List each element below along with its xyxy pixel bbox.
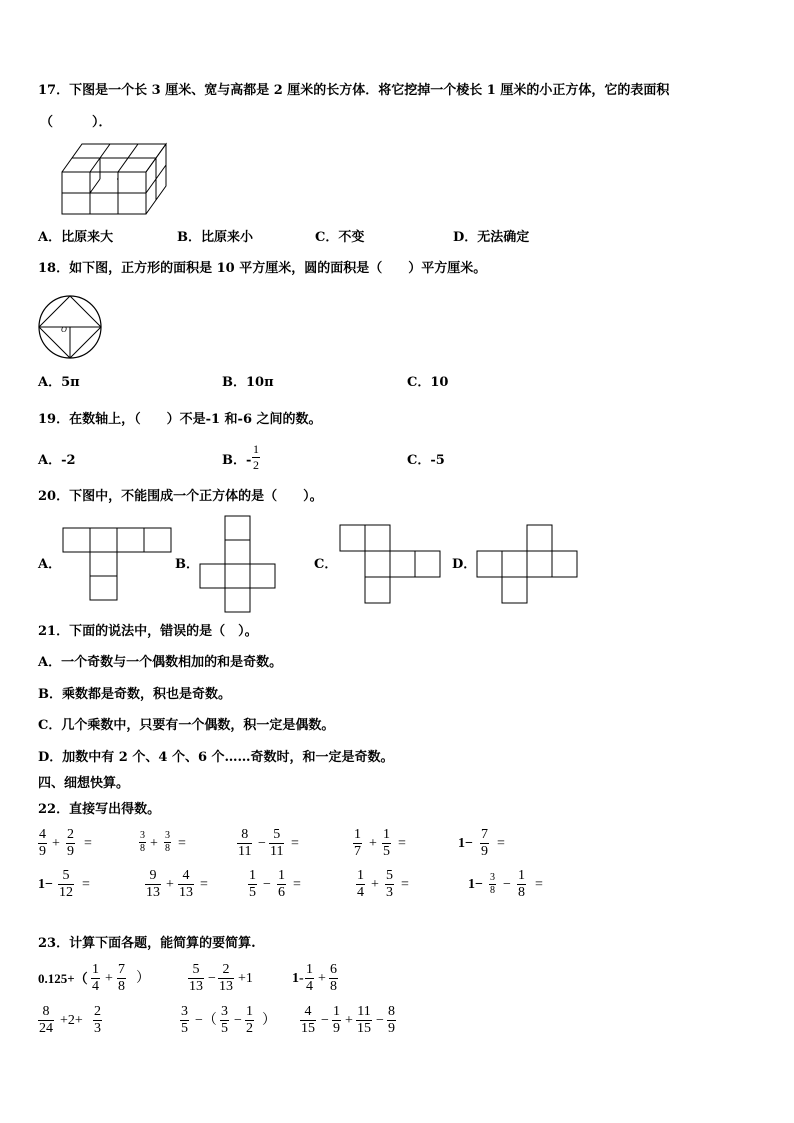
num: 5	[58, 868, 74, 885]
num: 8	[237, 827, 252, 844]
fraction	[356, 1004, 372, 1037]
num: 8	[388, 1004, 395, 1019]
cube-net-a	[62, 527, 172, 603]
fraction	[139, 830, 146, 855]
num: 3	[490, 872, 495, 883]
fraction	[180, 1004, 189, 1037]
q21-option-b[interactable]: B．乘数都是奇数，积也是奇数。	[38, 687, 231, 702]
den: 13	[219, 979, 233, 994]
num: 1	[518, 868, 525, 883]
paren: ）	[136, 971, 150, 986]
operator: +2+	[60, 1013, 83, 1028]
minuend: 1−	[38, 877, 53, 892]
den: 11	[238, 844, 252, 859]
fraction	[66, 827, 75, 860]
den: 8	[118, 979, 125, 994]
num: 6	[330, 962, 337, 977]
operator: −（	[195, 1013, 217, 1028]
den: 9	[67, 844, 74, 859]
fraction	[245, 1004, 254, 1037]
operator: +	[345, 1013, 353, 1028]
fraction	[305, 962, 314, 995]
den: 2	[246, 1021, 253, 1036]
q19-text: 19．在数轴上，（ ）不是-1 和-6 之间的数。	[38, 412, 322, 427]
q19-option-b-fraction	[252, 442, 260, 473]
num: 3	[165, 830, 170, 841]
den: 11	[270, 844, 284, 859]
num: 9	[145, 868, 161, 885]
operator: −	[234, 1013, 242, 1028]
circle-center-label: O	[61, 325, 67, 334]
num: 7	[118, 962, 125, 977]
num: 3	[181, 1004, 188, 1019]
fraction	[248, 868, 257, 901]
q18-option-a[interactable]: A．5π	[38, 375, 80, 390]
fraction	[38, 1004, 54, 1037]
num: 2	[94, 1004, 101, 1019]
fraction	[58, 868, 74, 901]
q21-option-d[interactable]: D．加数中有 2 个、4 个、6 个……奇数时，和一定是奇数。	[38, 750, 394, 765]
equals: =	[291, 836, 299, 851]
fraction	[382, 827, 391, 860]
num: 5	[269, 827, 284, 844]
den: 12	[59, 885, 73, 900]
fraction	[480, 827, 489, 860]
operator: −	[258, 836, 266, 851]
q17-option-a[interactable]: A．比原来大	[38, 230, 114, 245]
circle-square-figure	[37, 294, 103, 360]
fraction	[218, 962, 234, 995]
den: 13	[146, 885, 160, 900]
den: 7	[354, 844, 361, 859]
tail: +1	[238, 971, 253, 986]
operator: +	[150, 836, 158, 851]
num: 5	[188, 962, 204, 979]
num: 11	[357, 1004, 371, 1019]
num: 1	[333, 1004, 340, 1019]
den: 5	[221, 1021, 228, 1036]
den: 13	[179, 885, 193, 900]
fraction	[329, 962, 338, 995]
den: 4	[357, 885, 364, 900]
q20-label-c[interactable]: C．	[314, 557, 338, 572]
cuboid-figure	[60, 140, 180, 220]
q18-option-c[interactable]: C．10	[407, 375, 449, 390]
den: 6	[278, 885, 285, 900]
den: 4	[306, 979, 313, 994]
fraction	[93, 1004, 102, 1037]
den: 9	[39, 844, 46, 859]
fraction	[277, 868, 286, 901]
operator: +	[52, 836, 60, 851]
den: 8	[165, 843, 170, 854]
operator: −	[263, 877, 271, 892]
q22-text: 22．直接写出得数。	[38, 802, 161, 817]
fraction	[387, 1004, 396, 1037]
operator: +	[369, 836, 377, 851]
equals: =	[84, 836, 92, 851]
fraction	[517, 868, 526, 901]
fraction	[385, 868, 394, 901]
fraction-denominator: 2	[253, 458, 259, 472]
den: 8	[140, 843, 145, 854]
q19-option-a[interactable]: A．-2	[38, 453, 76, 468]
equals: =	[82, 877, 90, 892]
num: 2	[67, 827, 74, 842]
den: 15	[357, 1021, 371, 1036]
cube-net-d	[476, 524, 578, 604]
fraction	[269, 827, 284, 860]
den: 9	[481, 844, 488, 859]
num: 1	[278, 868, 285, 883]
q20-label-b[interactable]: B．	[175, 557, 199, 572]
fraction	[178, 868, 194, 901]
equals: =	[398, 836, 406, 851]
fraction	[38, 827, 47, 860]
q19-option-c[interactable]: C．-5	[407, 453, 445, 468]
operator: −	[376, 1013, 384, 1028]
fraction-numerator: 1	[253, 442, 259, 456]
paren: ）	[262, 1013, 276, 1028]
operator: +	[371, 877, 379, 892]
fraction	[220, 1004, 229, 1037]
equals: =	[200, 877, 208, 892]
den: 5	[249, 885, 256, 900]
num: 4	[300, 1004, 316, 1021]
den: 3	[94, 1021, 101, 1036]
cube-net-b	[199, 515, 276, 613]
fraction	[353, 827, 362, 860]
operator: −	[321, 1013, 329, 1028]
cube-net-c	[339, 524, 441, 604]
num: 3	[221, 1004, 228, 1019]
q19-option-b[interactable]: B．-	[222, 453, 252, 468]
den: 9	[333, 1021, 340, 1036]
q23-text: 23．计算下面各题，能简算的要简算.	[38, 936, 256, 951]
equals: =	[401, 877, 409, 892]
fraction	[91, 962, 100, 995]
operator: −	[208, 971, 216, 986]
num: 1	[383, 827, 390, 842]
den: 3	[386, 885, 393, 900]
den: 24	[39, 1021, 53, 1036]
section-title: 四、细想快算。	[38, 776, 130, 791]
num: 1	[249, 868, 256, 883]
expr1-prefix: 0.125+（	[38, 971, 88, 986]
den: 13	[189, 979, 203, 994]
q21-text: 21．下面的说法中，错误的是（ ）。	[38, 624, 258, 639]
q21-option-a[interactable]: A．一个奇数与一个偶数相加的和是奇数。	[38, 655, 283, 670]
fraction	[332, 1004, 341, 1037]
den: 15	[301, 1021, 315, 1036]
fraction	[237, 827, 252, 860]
fraction	[356, 868, 365, 901]
q17-option-b[interactable]: B．比原来小	[177, 230, 253, 245]
num: 1	[357, 868, 364, 883]
num: 4	[178, 868, 194, 885]
fraction	[489, 872, 496, 897]
num: 8	[38, 1004, 54, 1021]
q18-text: 18．如下图，正方形的面积是 10 平方厘米，圆的面积是（ ）平方厘米。	[38, 261, 487, 276]
fraction	[145, 868, 161, 901]
q17-option-c[interactable]: C．不变	[315, 230, 365, 245]
equals: =	[293, 877, 301, 892]
operator: +	[318, 971, 326, 986]
num: 2	[218, 962, 234, 979]
q21-option-c[interactable]: C．几个乘数中，只要有一个偶数，积一定是偶数。	[38, 718, 335, 733]
q17-answer-paren: （ ）．	[40, 115, 112, 130]
den: 8	[490, 885, 495, 896]
fraction	[300, 1004, 316, 1037]
operator: +	[105, 971, 113, 986]
num: 1	[354, 827, 361, 842]
num: 1	[306, 962, 313, 977]
den: 4	[92, 979, 99, 994]
den: 8	[330, 979, 337, 994]
minuend: 1−	[468, 877, 483, 892]
num: 1	[92, 962, 99, 977]
equals: =	[178, 836, 186, 851]
equals: =	[497, 836, 505, 851]
operator: +	[166, 877, 174, 892]
num: 4	[39, 827, 46, 842]
q17-option-d[interactable]: D．无法确定	[453, 230, 530, 245]
den: 5	[181, 1021, 188, 1036]
num: 7	[481, 827, 488, 842]
num: 3	[140, 830, 145, 841]
den: 8	[518, 885, 525, 900]
q18-option-b[interactable]: B．10π	[222, 375, 274, 390]
q20-label-a[interactable]: A．	[38, 557, 62, 572]
fraction	[164, 830, 171, 855]
den: 5	[383, 844, 390, 859]
equals: =	[535, 877, 543, 892]
minuend: 1−	[458, 836, 473, 851]
q17-text: 17．下图是一个长 3 厘米、宽与高都是 2 厘米的长方体．将它挖掉一个棱长 1 厘米的小正方体，它的表面积	[38, 83, 670, 98]
q20-label-d[interactable]: D．	[452, 557, 477, 572]
num: 1	[246, 1004, 253, 1019]
q20-text: 20．下图中，不能围成一个正方体的是（ ）。	[38, 489, 323, 504]
den: 9	[388, 1021, 395, 1036]
num: 5	[386, 868, 393, 883]
fraction	[188, 962, 204, 995]
fraction	[117, 962, 126, 995]
expr3-prefix: 1-	[292, 971, 304, 986]
operator: −	[503, 877, 511, 892]
